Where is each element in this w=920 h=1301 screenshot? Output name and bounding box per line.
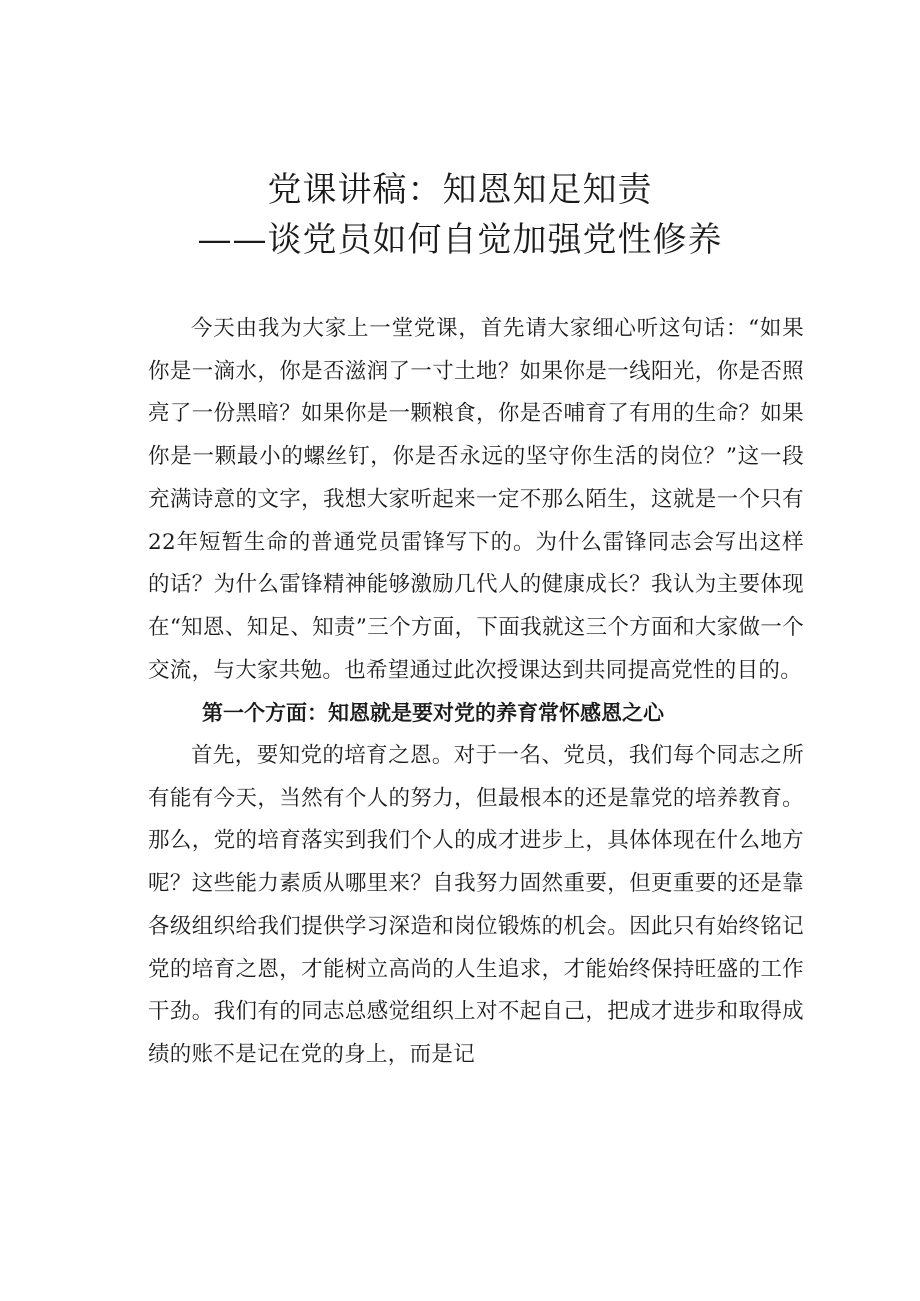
- section-heading: 第一个方面：知恩就是要对党的养育常怀感恩之心: [202, 701, 664, 726]
- intro-paragraph: 今天由我为大家上一堂党课，首先请大家细心听这句话：“如果你是一滴水，你是否滋润了一寸土地？如果你是一线阳光，你是否照亮了一份黑暗？如果你是一颗粮食，你是否哺育了有用的生命？如果你是一颗最小的螺丝钉，你是否永远的坚守你生活的岗位？”这一段充满诗意的文字，我想大家听起来一定不那么陌生，这就是一个只有22年短暂生命的普通党员雷锋写下的。为什么雷锋同志会写出这样的话？为什么雷锋精神能够激励几代人的健康成长？我认为主要体现在“知恩、知足、知责”三个方面，下面我就这三个方面和大家做一个交流，与大家共勉。也希望通过此次授课达到共同提高党性的目的。: [148, 316, 804, 683]
- document-subtitle: ——谈党员如何自觉加强党性修养: [197, 220, 723, 260]
- document-title: 党课讲稿：知恩知足知责: [267, 170, 653, 210]
- body-paragraph: 首先，要知党的培育之恩。对于一名、党员，我们每个同志之所有能有今天，当然有个人的努力，但最根本的还是靠党的培养教育。那么，党的培育落实到我们个人的成才进步上，具体体现在什么地方呢？这些能力素质从哪里来？自我努力固然重要，但更重要的还是靠各级组织给我们提供学习深造和岗位锻炼的机会。因此只有始终铭记党的培育之恩，才能树立高尚的人生追求，才能始终保持旺盛的工作干劲。我们有的同志总感觉组织上对不起自己，把成才进步和取得成绩的账不是记在党的身上，而是记: [148, 743, 804, 1067]
- document-body: [148, 308, 804, 1077]
